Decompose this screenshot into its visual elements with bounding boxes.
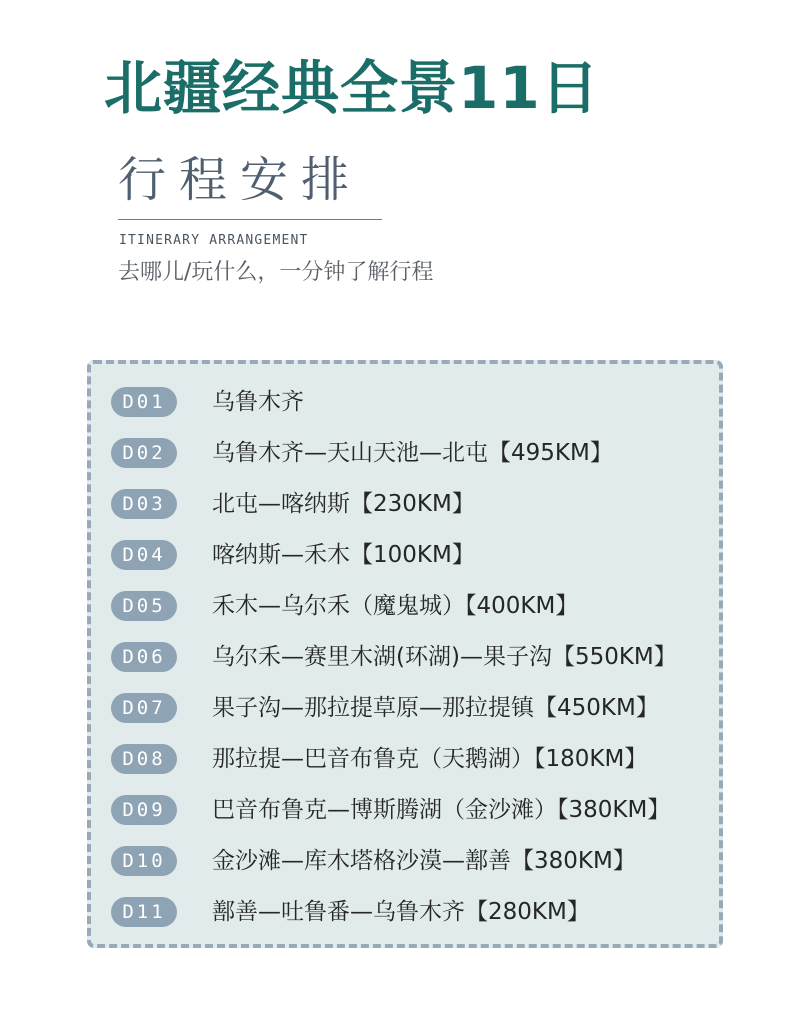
day-route: 金沙滩—库木塔格沙漠—鄯善【380KM】	[212, 848, 636, 874]
section-subtitle: 去哪儿/玩什么，一分钟了解行程	[118, 260, 434, 285]
day-route: 乌鲁木齐—天山天池—北屯【495KM】	[212, 440, 613, 466]
itinerary-row-d01	[111, 385, 731, 419]
day-route: 鄯善—吐鲁番—乌鲁木齐【280KM】	[212, 899, 590, 925]
itinerary-row-d05	[111, 589, 731, 623]
itinerary-panel	[87, 360, 723, 948]
day-badge: D02	[111, 438, 177, 468]
day-badge: D01	[111, 387, 177, 417]
itinerary-row-d08	[111, 742, 731, 776]
itinerary-row-d04	[111, 538, 731, 572]
section-heading-english: ITINERARY ARRANGEMENT	[119, 233, 309, 248]
day-badge: D07	[111, 693, 177, 723]
itinerary-row-d10	[111, 844, 731, 878]
day-badge: D09	[111, 795, 177, 825]
day-badge: D05	[111, 591, 177, 621]
itinerary-row-d03	[111, 487, 731, 521]
day-route: 喀纳斯—禾木【100KM】	[212, 542, 475, 568]
day-badge: D06	[111, 642, 177, 672]
itinerary-row-d02	[111, 436, 731, 470]
day-badge: D10	[111, 846, 177, 876]
itinerary-row-d09	[111, 793, 731, 827]
day-route: 果子沟—那拉提草原—那拉提镇【450KM】	[212, 695, 659, 721]
heading-divider	[118, 219, 382, 220]
day-badge: D08	[111, 744, 177, 774]
day-route: 乌鲁木齐	[212, 389, 304, 415]
day-route: 巴音布鲁克—博斯腾湖（金沙滩）【380KM】	[212, 797, 671, 823]
day-route: 北屯—喀纳斯【230KM】	[212, 491, 475, 517]
itinerary-row-d06	[111, 640, 731, 674]
section-heading: 行程安排	[118, 152, 363, 208]
day-route: 禾木—乌尔禾（魔鬼城）【400KM】	[212, 593, 579, 619]
day-route: 那拉提—巴音布鲁克（天鹅湖）【180KM】	[212, 746, 648, 772]
page-title: 北疆经典全景11日	[104, 54, 600, 122]
day-badge: D04	[111, 540, 177, 570]
itinerary-row-d11	[111, 895, 731, 929]
day-badge: D11	[111, 897, 177, 927]
itinerary-row-d07	[111, 691, 731, 725]
day-badge: D03	[111, 489, 177, 519]
day-route: 乌尔禾—赛里木湖(环湖)—果子沟【550KM】	[212, 644, 677, 670]
